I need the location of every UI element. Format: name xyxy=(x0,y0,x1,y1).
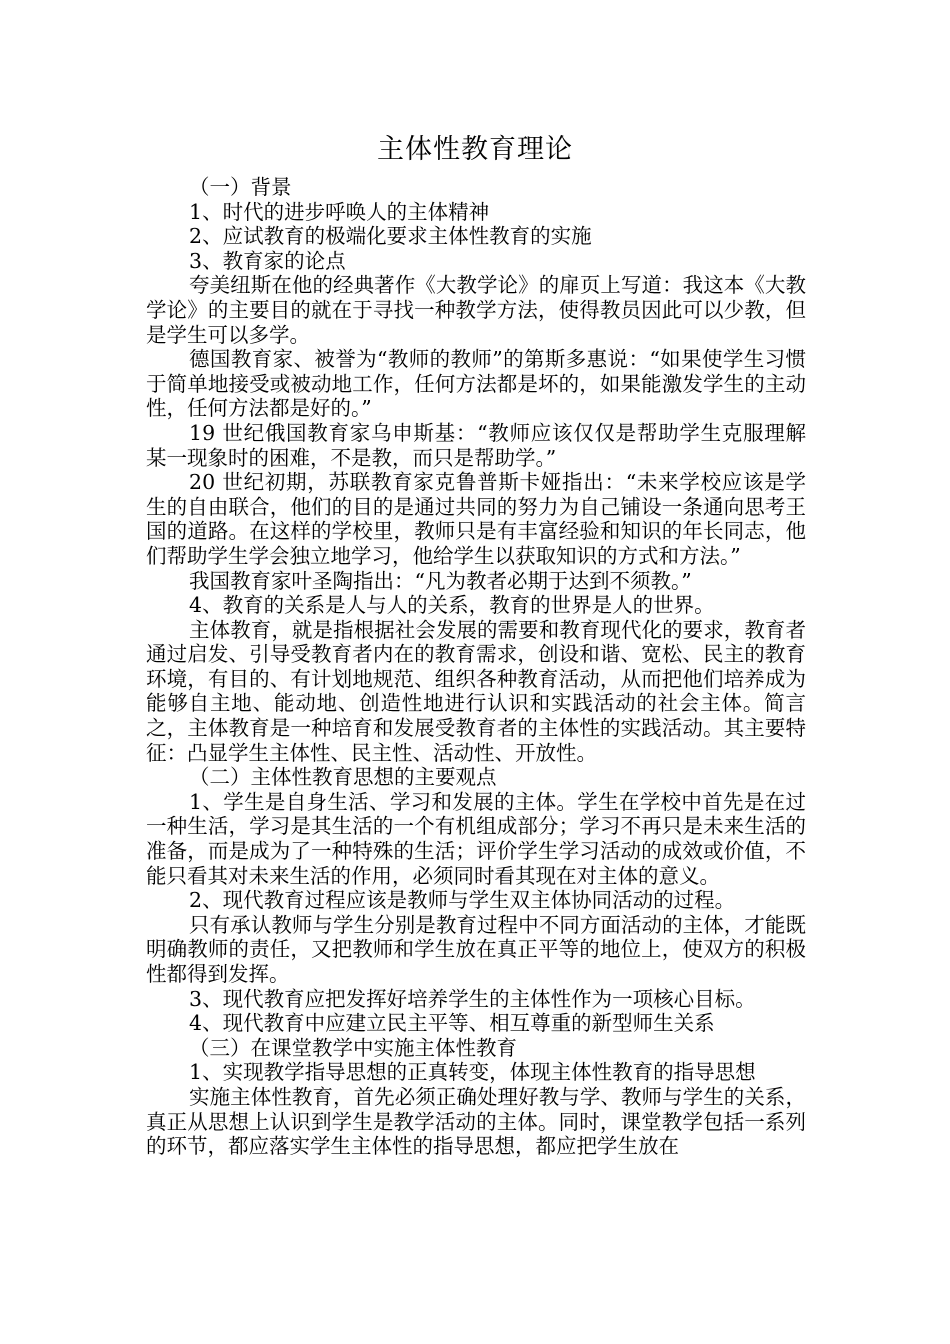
view-item-4: 4、现代教育中应建立民主平等、相互尊重的新型师生关系 xyxy=(189,1011,715,1036)
classroom-item-1: 1、实现教学指导思想的正真转变，体现主体性教育的指导思想 xyxy=(189,1060,756,1085)
section-heading-main-views: （二）主体性教育思想的主要观点 xyxy=(189,765,497,790)
list-item-1: 1、时代的进步呼唤人的主体精神 xyxy=(189,199,490,224)
paragraph-ushinsky: 19 世纪俄国教育家乌申斯基：“教师应该仅仅是帮助学生克服理解某一现象时的困难，不是教，而只是帮助学。” xyxy=(146,420,806,470)
section-heading-classroom: （三）在课堂教学中实施主体性教育 xyxy=(189,1035,518,1060)
view-item-3: 3、现代教育应把发挥好培养学生的主体性作为一项核心目标。 xyxy=(189,986,756,1011)
paragraph-krupskaya: 20 世纪初期，苏联教育家克鲁普斯卡娅指出：“未来学校应该是学生的自由联合，他们的目的是通过共同的努力为自己铺设一条通向思考王国的道路。在这样的学校里，教师只是有丰富经验和知识的年长同志，他们帮助学生学会独立地学习，他给学生以获取知识的方式和方法。” xyxy=(146,470,806,568)
list-item-3: 3、教育家的论点 xyxy=(189,248,346,273)
paragraph-ye-shengtao: 我国教育家叶圣陶指出：“凡为教者必期于达到不须教。” xyxy=(189,568,692,593)
paragraph-implementation: 实施主体性教育，首先必须正确处理好教与学、教师与学生的关系，真正从思想上认识到学生是教学活动的主体。同时，课堂教学包括一系列的环节，都应落实学生主体性的指导思想，都应把学生放在 xyxy=(146,1084,806,1159)
paragraph-subject-education: 主体教育，就是指根据社会发展的需要和教育现代化的要求，教育者通过启发、引导受教育者内在的教育需求，创设和谐、宽松、民主的教育环境，有目的、有计划地规范、组织各种教育活动，从而把他们培养成为能够自主地、能动地、创造性地进行认识和实践活动的社会主体。简言之，主体教育是一种培育和发展受教育者的主体性的实践活动。其主要特征：凸显学生主体性、民主性、活动性、开放性。 xyxy=(146,617,806,765)
list-item-2: 2、应试教育的极端化要求主体性教育的实施 xyxy=(189,224,592,249)
view-item-2: 2、现代教育过程应该是教师与学生双主体协同活动的过程。 xyxy=(189,888,736,913)
document-body xyxy=(146,175,806,1159)
list-item-4: 4、教育的关系是人与人的关系，教育的世界是人的世界。 xyxy=(189,593,715,618)
document-title: 主体性教育理论 xyxy=(377,134,573,165)
paragraph-comenius: 夸美纽斯在他的经典著作《大教学论》的扉页上写道：我这本《大教学论》的主要目的就在于寻找一种教学方法，使得教员因此可以少教，但是学生可以多学。 xyxy=(146,273,806,347)
paragraph-dual-subjects: 只有承认教师与学生分别是教育过程中不同方面活动的主体，才能既明确教师的责任，又把教师和学生放在真正平等的地位上，使双方的积极性都得到发挥。 xyxy=(146,912,806,986)
section-heading-background: （一）背景 xyxy=(189,175,292,199)
paragraph-diesterweg: 德国教育家、被誉为“教师的教师”的第斯多惠说：“如果使学生习惯于简单地接受或被动地工作，任何方法都是坏的，如果能激发学生的主动性，任何方法都是好的。” xyxy=(146,347,806,421)
view-item-1: 1、学生是自身生活、学习和发展的主体。学生在学校中首先是在过一种生活，学习是其生活的一个有机组成部分；学习不再只是未来生活的准备，而是成为了一种特殊的生活；评价学生学习活动的成效或价值，不能只看其对未来生活的作用，必须同时看其现在对主体的意义。 xyxy=(146,789,806,888)
